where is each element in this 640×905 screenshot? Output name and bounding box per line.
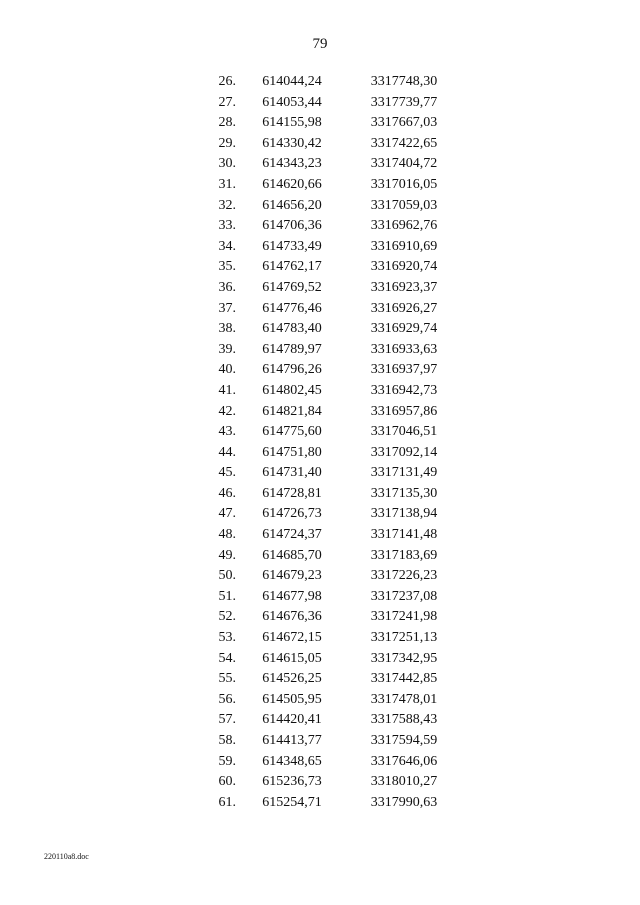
y-coordinate: 3316937,97: [370, 362, 438, 378]
table-row: [190, 134, 460, 155]
x-coordinate: 614672,15: [262, 630, 322, 646]
y-coordinate: 3317588,43: [370, 712, 438, 728]
y-coordinate: 3317092,14: [370, 444, 438, 460]
y-coordinate: 3317646,06: [370, 753, 438, 769]
y-coordinate: 3317016,05: [370, 176, 438, 192]
y-coordinate: 3317131,49: [370, 465, 438, 481]
point-number: 61.: [218, 794, 236, 810]
point-number: 31.: [218, 176, 236, 192]
table-row: [190, 443, 460, 464]
table-row: [190, 381, 460, 402]
coordinate-table: [190, 72, 460, 813]
table-row: [190, 319, 460, 340]
x-coordinate: 614733,49: [262, 238, 322, 254]
y-coordinate: 3317141,48: [370, 527, 438, 543]
x-coordinate: 614762,17: [262, 259, 322, 275]
y-coordinate: 3316923,37: [370, 279, 438, 295]
table-row: [190, 669, 460, 690]
x-coordinate: 614330,42: [262, 135, 322, 151]
point-number: 44.: [218, 444, 236, 460]
table-row: [190, 525, 460, 546]
footer-filename: 220110a8.doc: [44, 852, 89, 861]
x-coordinate: 614685,70: [262, 547, 322, 563]
point-number: 56.: [218, 691, 236, 707]
y-coordinate: 3317594,59: [370, 733, 438, 748]
x-coordinate: 614656,20: [262, 197, 322, 213]
x-coordinate: 614789,97: [262, 341, 322, 357]
x-coordinate: 614679,23: [262, 568, 322, 584]
x-coordinate: 614505,95: [262, 691, 322, 707]
x-coordinate: 614728,81: [262, 485, 322, 501]
y-coordinate: 3317478,01: [370, 691, 438, 707]
x-coordinate: 614677,98: [262, 588, 322, 604]
x-coordinate: 614343,23: [262, 156, 322, 172]
y-coordinate: 3316929,74: [370, 321, 438, 337]
table-row: [190, 299, 460, 320]
table-row: [190, 422, 460, 443]
y-coordinate: 3317059,03: [370, 197, 438, 213]
table-row: [190, 649, 460, 670]
table-row: [190, 463, 460, 484]
x-coordinate: 615236,73: [262, 774, 322, 790]
y-coordinate: 3317422,65: [370, 135, 438, 151]
y-coordinate: 3316926,27: [370, 300, 438, 316]
point-number: 35.: [218, 259, 236, 275]
y-coordinate: 3316920,74: [370, 259, 438, 275]
point-number: 46.: [218, 485, 236, 501]
point-number: 59.: [218, 753, 236, 769]
x-coordinate: 614769,52: [262, 279, 322, 295]
y-coordinate: 3317748,30: [370, 74, 438, 89]
x-coordinate: 614802,45: [262, 382, 322, 398]
point-number: 30.: [218, 156, 236, 172]
point-number: 51.: [218, 588, 236, 604]
point-number: 34.: [218, 238, 236, 254]
point-number: 50.: [218, 568, 236, 584]
y-coordinate: 3317226,23: [370, 568, 438, 584]
y-coordinate: 3317404,72: [370, 156, 438, 172]
x-coordinate: 614796,26: [262, 362, 322, 378]
x-coordinate: 614620,66: [262, 176, 322, 192]
point-number: 28.: [218, 115, 236, 131]
x-coordinate: 614724,37: [262, 527, 322, 543]
x-coordinate: 614413,77: [262, 733, 322, 748]
point-number: 45.: [218, 465, 236, 481]
x-coordinate: 614044,24: [262, 74, 322, 89]
page-number: 79: [312, 36, 328, 52]
x-coordinate: 614726,73: [262, 506, 322, 522]
x-coordinate: 614706,36: [262, 218, 322, 234]
x-coordinate: 614783,40: [262, 321, 322, 337]
point-number: 36.: [218, 279, 236, 295]
x-coordinate: 614775,60: [262, 424, 322, 440]
y-coordinate: 3316942,73: [370, 382, 438, 398]
point-number: 32.: [218, 197, 236, 213]
point-number: 29.: [218, 135, 236, 151]
table-row: [190, 196, 460, 217]
point-number: 48.: [218, 527, 236, 543]
table-row: [190, 237, 460, 258]
table-row: [190, 731, 460, 752]
point-number: 47.: [218, 506, 236, 522]
table-row: [190, 607, 460, 628]
point-number: 52.: [218, 609, 236, 625]
y-coordinate: 3317667,03: [370, 115, 438, 131]
table-row: [190, 752, 460, 773]
table-row: [190, 772, 460, 793]
x-coordinate: 615254,71: [262, 794, 322, 810]
x-coordinate: 614676,36: [262, 609, 322, 625]
y-coordinate: 3317237,08: [370, 588, 438, 604]
x-coordinate: 614615,05: [262, 650, 322, 666]
y-coordinate: 3317046,51: [370, 424, 438, 440]
table-row: [190, 566, 460, 587]
x-coordinate: 614776,46: [262, 300, 322, 316]
table-row: [190, 113, 460, 134]
y-coordinate: 3316962,76: [370, 218, 438, 234]
table-row: [190, 360, 460, 381]
table-row: [190, 340, 460, 361]
table-row: [190, 154, 460, 175]
point-number: 33.: [218, 218, 236, 234]
x-coordinate: 614053,44: [262, 94, 322, 110]
x-coordinate: 614731,40: [262, 465, 322, 481]
table-row: [190, 278, 460, 299]
table-row: [190, 484, 460, 505]
table-row: [190, 504, 460, 525]
y-coordinate: 3316933,63: [370, 341, 438, 357]
y-coordinate: 3317241,98: [370, 609, 438, 625]
point-number: 60.: [218, 774, 236, 790]
point-number: 54.: [218, 650, 236, 666]
table-row: [190, 72, 460, 93]
point-number: 27.: [218, 94, 236, 110]
coordinate-rows: [190, 72, 460, 813]
table-row: [190, 216, 460, 237]
y-coordinate: 3317183,69: [370, 547, 438, 563]
table-row: [190, 402, 460, 423]
x-coordinate: 614155,98: [262, 115, 322, 131]
point-number: 49.: [218, 547, 236, 563]
x-coordinate: 614821,84: [262, 403, 322, 419]
y-coordinate: 3317251,13: [370, 630, 438, 646]
y-coordinate: 3317442,85: [370, 671, 438, 687]
x-coordinate: 614420,41: [262, 712, 322, 728]
point-number: 57.: [218, 712, 236, 728]
x-coordinate: 614751,80: [262, 444, 322, 460]
table-row: [190, 587, 460, 608]
table-row: [190, 628, 460, 649]
y-coordinate: 3317739,77: [370, 94, 438, 110]
table-row: [190, 793, 460, 814]
table-row: [190, 93, 460, 114]
table-row: [190, 546, 460, 567]
y-coordinate: 3317135,30: [370, 485, 438, 501]
table-row: [190, 175, 460, 196]
y-coordinate: 3316957,86: [370, 403, 438, 419]
point-number: 42.: [218, 403, 236, 419]
point-number: 37.: [218, 300, 236, 316]
point-number: 58.: [218, 733, 236, 748]
y-coordinate: 3317138,94: [370, 506, 438, 522]
y-coordinate: 3317990,63: [370, 794, 438, 810]
point-number: 38.: [218, 321, 236, 337]
point-number: 40.: [218, 362, 236, 378]
x-coordinate: 614348,65: [262, 753, 322, 769]
table-row: [190, 690, 460, 711]
table-row: [190, 710, 460, 731]
point-number: 43.: [218, 424, 236, 440]
point-number: 53.: [218, 630, 236, 646]
table-row: [190, 257, 460, 278]
y-coordinate: 3317342,95: [370, 650, 438, 666]
x-coordinate: 614526,25: [262, 671, 322, 687]
y-coordinate: 3318010,27: [370, 774, 438, 790]
point-number: 26.: [218, 74, 236, 89]
point-number: 41.: [218, 382, 236, 398]
point-number: 39.: [218, 341, 236, 357]
y-coordinate: 3316910,69: [370, 238, 438, 254]
point-number: 55.: [218, 671, 236, 687]
